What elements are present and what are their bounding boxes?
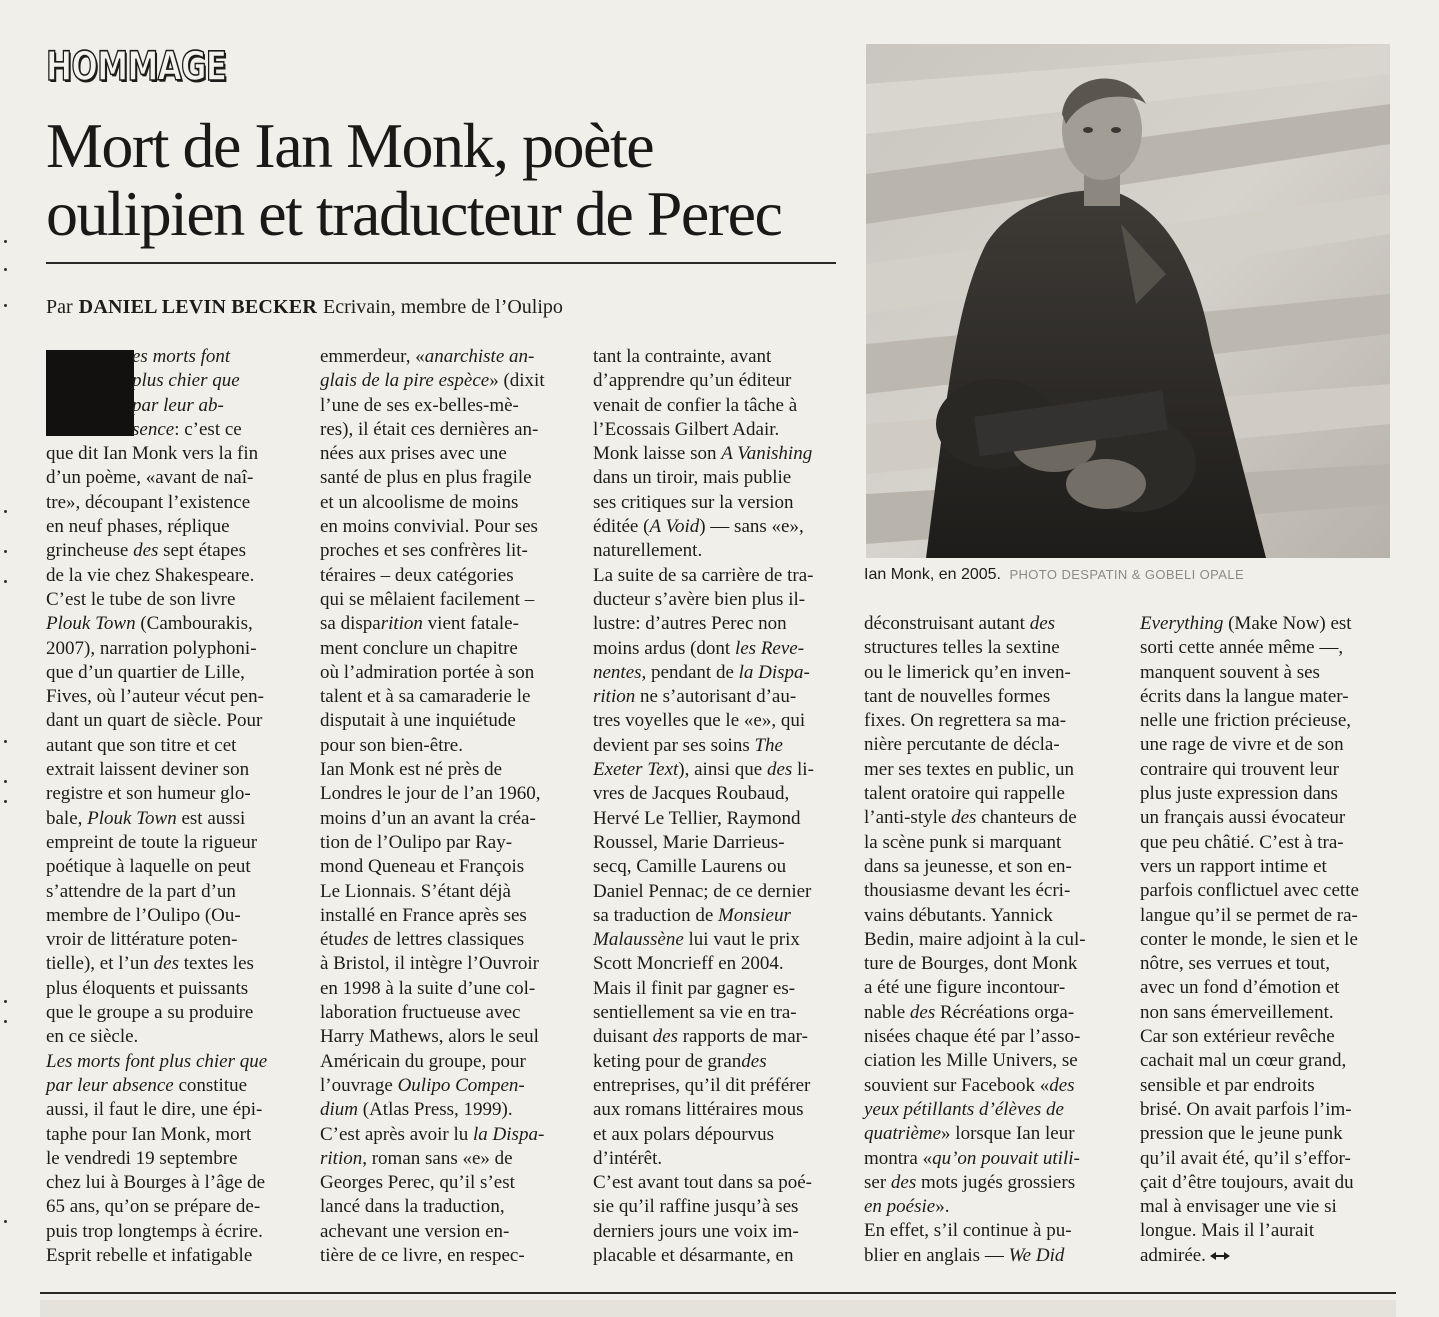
- article-line: tre», découpant l’existence: [46, 491, 251, 513]
- article-line: thousiasme devant les écri-: [864, 880, 1071, 902]
- bottom-rule: [40, 1292, 1396, 1294]
- article-line: l’une de ses ex-belles-mè-: [320, 394, 519, 416]
- section-kicker: HOMMAGE: [46, 44, 227, 90]
- article-line: la scène punk si marquant: [864, 831, 1062, 853]
- article-line: Scott Moncrieff en 2004.: [593, 953, 784, 975]
- article-line: pression que le jeune punk: [1140, 1123, 1343, 1145]
- article-line: écrits dans la langue mater-: [1140, 685, 1349, 707]
- article-line: nable des Récréations orga-: [864, 1001, 1075, 1023]
- article-line: par leur ab-: [132, 394, 224, 416]
- article-line: en ce siècle.: [46, 1026, 139, 1048]
- article-line: talent et à sa camaraderie le: [320, 686, 531, 708]
- article-line: une rage de vivre et de son: [1140, 734, 1344, 756]
- article-line: en 1998 à la suite d’une col-: [320, 977, 536, 999]
- article-line: santé de plus en plus fragile: [320, 467, 532, 489]
- byline: [46, 296, 563, 319]
- article-line: C’est le tube de son livre: [46, 588, 236, 610]
- article-line: Bedin, maire adjoint à la cul-: [864, 928, 1086, 950]
- article-line: qu’il avait été, qu’il s’effor-: [1140, 1147, 1351, 1169]
- article-line: conter le monde, le sien et le: [1140, 928, 1358, 950]
- article-line: nentes, pendant de la Dispa-: [593, 661, 810, 683]
- article-line: Monk laisse son A Vanishing: [593, 443, 813, 465]
- article-line: duisant des rapports de mar-: [593, 1026, 808, 1048]
- article-line: ducteur s’avère bien plus il-: [593, 588, 806, 610]
- article-line: études de lettres classiques: [320, 929, 525, 951]
- article-line: Les morts font plus chier que: [46, 1050, 268, 1072]
- article-line: registre et son humeur glo-: [46, 783, 251, 805]
- article-line: installé en France après ses: [320, 904, 527, 926]
- article-line: parfois conflictuel avec cette: [1140, 880, 1359, 902]
- article-line: vroir de littérature poten-: [46, 929, 238, 951]
- article-line: sorti cette année même —,: [1140, 637, 1344, 659]
- article-line: tant de nouvelles formes: [864, 685, 1051, 707]
- article-line: achevant une version en-: [320, 1220, 510, 1242]
- article-line: qui se mêlaient facilement –: [320, 588, 535, 610]
- article-line: rition, roman sans «e» de: [320, 1147, 513, 1169]
- article-line: contraire qui trouvent leur: [1140, 758, 1339, 780]
- article-line: s’attendre de la part d’un: [46, 880, 236, 902]
- article-line: Exeter Text), ainsi que des li-: [593, 759, 814, 781]
- article-line: en poésie».: [864, 1196, 950, 1218]
- article-line: vers un rapport intime et: [1140, 855, 1327, 877]
- caption-text: Ian Monk, en 2005.: [864, 566, 1001, 583]
- end-mark-icon: [1210, 1252, 1230, 1260]
- article-line: l’Ecossais Gilbert Adair.: [593, 418, 780, 440]
- article-line: sa disparition vient fatale-: [320, 613, 519, 635]
- article-line: es morts font: [132, 346, 231, 367]
- article-line: quatrième» lorsque Ian leur: [864, 1123, 1075, 1145]
- article-line: Londres le jour de l’an 1960,: [320, 783, 541, 805]
- article-line: placable et désarmante, en: [593, 1244, 794, 1266]
- column-4: [864, 612, 1112, 1268]
- article-line: tant la contrainte, avant: [593, 346, 772, 367]
- article-line: res), il était ces dernières an-: [320, 418, 539, 440]
- article-line: ou le limerick qu’en inven-: [864, 661, 1071, 683]
- article-line: venait de confier la tâche à: [593, 394, 798, 416]
- article-line: glais de la pire espèce» (dixit: [320, 370, 545, 392]
- article-line: sie qu’il raffine jusqu’à ses: [593, 1196, 799, 1218]
- article-line: que d’un quartier de Lille,: [46, 661, 245, 683]
- article-line: nière percutante de décla-: [864, 734, 1060, 756]
- article-line: 65 ans, qu’on se prépare de-: [46, 1196, 261, 1218]
- headline-line-2: oulipien et traducteur de Perec: [46, 178, 782, 249]
- article-line: non sans émerveillement.: [1140, 1001, 1334, 1023]
- article-line: l’ouvrage Oulipo Compen-: [320, 1074, 525, 1096]
- byline-prefix: Par: [46, 296, 73, 318]
- article-line: tielle), et l’un des textes les: [46, 953, 254, 975]
- article-line: et aux polars dépourvus: [593, 1123, 774, 1145]
- article-line: grincheuse des sept étapes: [46, 540, 246, 562]
- article-line: vres de Jacques Roubaud,: [593, 783, 790, 805]
- article-line: brisé. On avait parfois l’im-: [1140, 1098, 1352, 1120]
- article-line: emmerdeur, «anarchiste an-: [320, 346, 535, 367]
- article-line: en moins convivial. Pour ses: [320, 516, 538, 538]
- article-line: nelle une friction précieuse,: [1140, 710, 1352, 732]
- headline: [46, 112, 846, 248]
- article-line: keting pour de grandes: [593, 1050, 767, 1072]
- drop-cap: L: [46, 350, 134, 436]
- article-line: proches et ses confrères lit-: [320, 540, 528, 562]
- article-line: de la vie chez Shakespeare.: [46, 564, 255, 586]
- byline-author: DANIEL LEVIN BECKER: [78, 296, 317, 318]
- article-line: Georges Perec, qu’il s’est: [320, 1172, 515, 1194]
- column-1: [46, 345, 294, 1268]
- article-line: moins ardus (dont les Reve-: [593, 637, 805, 659]
- article-line: admirée.: [1140, 1244, 1388, 1268]
- article-line: tion de l’Oulipo par Ray-: [320, 831, 513, 853]
- article-line: avec un fond d’émotion et: [1140, 977, 1340, 999]
- article-line: bale, Plouk Town est aussi: [46, 807, 246, 829]
- article-line: fixes. On regrettera sa ma-: [864, 710, 1067, 732]
- article-line: Car son extérieur revêche: [1140, 1026, 1335, 1048]
- portrait-photo: [866, 44, 1390, 558]
- article-line: autant que son titre et cet: [46, 734, 237, 756]
- article-line: entreprises, qu’il dit préférer: [593, 1074, 811, 1096]
- article-line: cachait mal un cœur grand,: [1140, 1050, 1347, 1072]
- article-line: d’apprendre qu’un éditeur: [593, 370, 792, 392]
- article-line: Harry Mathews, alors le seul: [320, 1026, 539, 1048]
- article-line: structures telles la sextine: [864, 637, 1060, 659]
- article-line: mal à envisager une vie si: [1140, 1196, 1337, 1218]
- article-line: dans sa jeunesse, et son en-: [864, 855, 1072, 877]
- article-line: disputait à une inquiétude: [320, 710, 516, 732]
- article-line: poétique à laquelle on peut: [46, 856, 251, 878]
- article-line: tres voyelles que le «e», qui: [593, 710, 806, 732]
- article-line: La suite de sa carrière de tra-: [593, 564, 814, 586]
- article-line: Mais il finit par gagner es-: [593, 977, 796, 999]
- next-article-strip: [40, 1300, 1396, 1317]
- article-line: déconstruisant autant des: [864, 613, 1056, 634]
- portrait-illustration: [866, 44, 1390, 558]
- article-line: ture de Bourges, dont Monk: [864, 953, 1078, 975]
- article-line: téraires – deux catégories: [320, 564, 514, 586]
- article-line: sa traduction de Monsieur: [593, 904, 791, 926]
- article-line: sence: c’est ce: [132, 418, 242, 440]
- article-line: manquent souvent à ses: [1140, 661, 1320, 683]
- article-line: chez lui à Bourges à l’âge de: [46, 1172, 266, 1194]
- article-line: montra «qu’on pouvait utili-: [864, 1147, 1080, 1169]
- article-line: talent oratoire qui rappelle: [864, 783, 1065, 805]
- article-line: Everything (Make Now) est: [1140, 613, 1352, 634]
- article-line: devient par ses soins The: [593, 734, 783, 756]
- article-line: aussi, il faut le dire, une épi-: [46, 1099, 263, 1121]
- article-line: d’intérêt.: [593, 1147, 663, 1169]
- article-line: sensible et par endroits: [1140, 1074, 1315, 1096]
- article-line: langue qu’il se permet de ra-: [1140, 904, 1358, 926]
- article-line: longue. Mais il l’aurait: [1140, 1220, 1315, 1242]
- article-line: Le Lionnais. S’étant déjà: [320, 880, 511, 902]
- article-line: membre de l’Oulipo (Ou-: [46, 904, 241, 926]
- byline-role: Ecrivain, membre de l’Oulipo: [322, 296, 563, 318]
- article-line: souvient sur Facebook «des: [864, 1074, 1075, 1096]
- article-line: nôtre, ses verrues et tout,: [1140, 953, 1330, 975]
- article-line: ciation les Mille Univers, se: [864, 1050, 1078, 1072]
- article-line: vains débutants. Yannick: [864, 904, 1053, 926]
- article-line: que dit Ian Monk vers la fin: [46, 443, 259, 465]
- article-line: extrait laissent deviner son: [46, 759, 250, 781]
- article-line: et un alcoolisme de moins: [320, 491, 519, 513]
- article-line: Fives, où l’auteur vécut pen-: [46, 686, 264, 708]
- article-line: où l’admiration portée à son: [320, 661, 535, 683]
- article-line: en neuf phases, réplique: [46, 516, 230, 538]
- article-line: nées aux prises avec une: [320, 443, 507, 465]
- article-line: Plouk Town (Cambourakis,: [46, 613, 253, 635]
- article-line: lustre: d’autres Perec non: [593, 613, 787, 635]
- article-line: à Bristol, il intègre l’Ouvroir: [320, 953, 539, 975]
- article-line: un français aussi évocateur: [1140, 807, 1346, 829]
- article-line: 2007), narration polyphoni-: [46, 637, 257, 659]
- article-line: a été une figure incontour-: [864, 977, 1066, 999]
- article-line: plus éloquents et puissants: [46, 977, 249, 999]
- photo-caption: [864, 566, 1244, 584]
- article-line: C’est avant tout dans sa poé-: [593, 1172, 812, 1194]
- article-line: que peu châtié. C’est à tra-: [1140, 831, 1344, 853]
- article-line: ment conclure un chapitre: [320, 637, 518, 659]
- article-line: derniers jours une voix im-: [593, 1220, 799, 1242]
- article-line: naturellement.: [593, 540, 703, 562]
- photo-credit: PHOTO DESPATIN & GOBELI OPALE: [1009, 567, 1245, 582]
- article-line: ser des mots jugés grossiers: [864, 1171, 1076, 1193]
- article-line: rition ne s’autorisant d’au-: [593, 686, 797, 708]
- article-line: empreint de toute la rigueur: [46, 831, 258, 853]
- article-line: Hervé Le Tellier, Raymond: [593, 807, 801, 829]
- article-line: tière de ce livre, en respec-: [320, 1244, 525, 1266]
- article-line: d’un poème, «avant de naî-: [46, 467, 254, 489]
- article-line: Ian Monk est né près de: [320, 759, 503, 781]
- article-line: Daniel Pennac; de ce dernier: [593, 880, 812, 902]
- article-line: blier en anglais — We Did: [864, 1244, 1065, 1266]
- article-line: yeux pétillants d’élèves de: [864, 1098, 1064, 1120]
- article-line: Esprit rebelle et infatigable: [46, 1244, 253, 1266]
- column-3: [593, 345, 841, 1268]
- article-line: taphe pour Ian Monk, mort: [46, 1123, 252, 1145]
- article-line: pour son bien-être.: [320, 734, 463, 756]
- article-line: En effet, s’il continue à pu-: [864, 1220, 1072, 1242]
- article-line: nisées chaque été par l’asso-: [864, 1026, 1081, 1048]
- article-line: plus juste expression dans: [1140, 783, 1338, 805]
- article-line: dans un tiroir, mais publie: [593, 467, 792, 489]
- article-line: l’anti-style des chanteurs de: [864, 807, 1077, 829]
- article-line: moins d’un an avant la créa-: [320, 807, 536, 829]
- article-line: Malaussène lui vaut le prix: [593, 929, 800, 951]
- article-line: mer ses textes en public, un: [864, 758, 1075, 780]
- article-line: mond Queneau et François: [320, 856, 525, 878]
- article-line: C’est après avoir lu la Dispa-: [320, 1123, 545, 1145]
- article-line: dant un quart de siècle. Pour: [46, 710, 263, 732]
- article-line: aux romans littéraires mous: [593, 1099, 804, 1121]
- article-line: plus chier que: [132, 370, 240, 392]
- article-line: secq, Camille Laurens ou: [593, 856, 787, 878]
- article-line: par leur absence constitue: [46, 1074, 248, 1096]
- article-line: lancé dans la traduction,: [320, 1196, 505, 1218]
- article-line: puis trop longtemps à écrire.: [46, 1220, 263, 1242]
- column-5: [1140, 612, 1388, 1268]
- article-line: sentiellement sa vie en tra-: [593, 1002, 797, 1024]
- article-line: dium (Atlas Press, 1999).: [320, 1099, 513, 1121]
- margin-dots: [2, 220, 10, 1300]
- article-line: laboration fructueuse avec: [320, 1002, 521, 1024]
- article-line: Américain du groupe, pour: [320, 1050, 526, 1072]
- article-line: le vendredi 19 septembre: [46, 1147, 238, 1169]
- column-2: [320, 345, 568, 1268]
- headline-rule: [46, 262, 836, 264]
- article-line: çait d’être toujours, avait du: [1140, 1171, 1354, 1193]
- headline-line-1: Mort de Ian Monk, poète: [46, 110, 654, 181]
- article-line: Roussel, Marie Darrieus-: [593, 831, 785, 853]
- article-line: que le groupe a su produire: [46, 1002, 254, 1024]
- article-line: ses critiques sur la version: [593, 491, 794, 513]
- article-line: éditée (A Void) — sans «e»,: [593, 516, 804, 538]
